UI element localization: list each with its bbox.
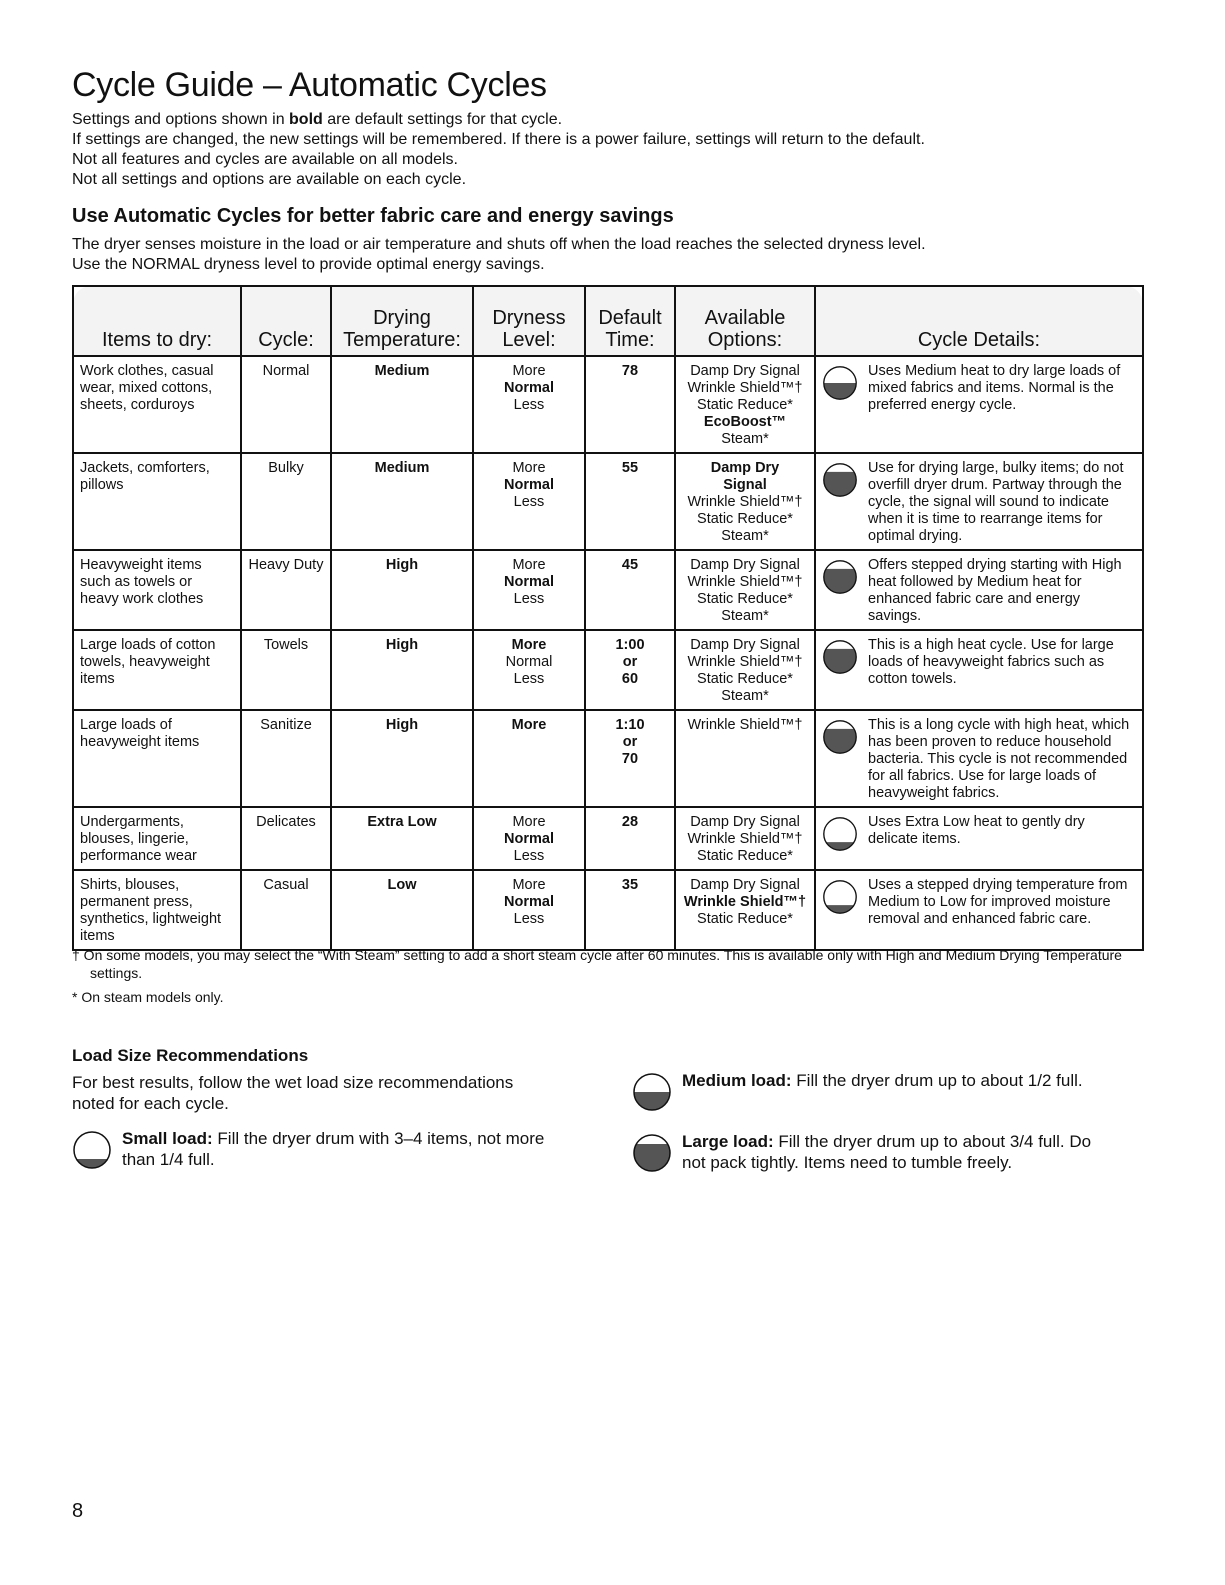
cell-cycle: Delicates [241,807,331,870]
drum-level-icon [822,719,858,755]
footnote-star: * On steam models only. [72,989,224,1005]
header-items: Items to dry: [73,286,241,356]
cell-items: Jackets, comforters, pillows [73,453,241,550]
cell-cycle: Towels [241,630,331,710]
cell-options: Damp Dry Signal Wrinkle Shield™† Static Reduce* [675,870,815,950]
table-row [73,453,1143,550]
cycle-details-text: This is a long cycle with high heat, which has been proven to reduce household bacteria. This cycle is not recommended for all fabrics. Use for large loads of heavyweight fabrics. [868,717,1130,801]
load-size-intro: For best results, follow the wet load size recommendations noted for each cycle. [72,1073,514,1113]
cell-dryness: More Normal Less [473,630,585,710]
cell-options: Damp Dry Signal Wrinkle Shield™† Static Reduce* Steam* [675,453,815,550]
intro-text: Settings and options shown in bold are default settings for that cycle. If settings are changed, the new settings will be remembered. If there is a power failure, settings will return to the default. Not all features and cycles are available on all models. Not all settings and options are available on each cycle. [72,111,925,188]
section-intro: The dryer senses moisture in the load or air temperature and shuts off when the load reaches the selected dryness level. Use the NORMAL dryness level to provide optimal energy savings. [72,236,926,273]
cell-details [815,870,1143,950]
drum-level-icon [822,365,858,401]
cell-details [815,710,1143,807]
page-number: 8 [72,1500,84,1522]
cell-time: 1:10 or 70 [585,710,675,807]
cell-dryness: More Normal Less [473,356,585,453]
table-row [73,356,1143,453]
cell-time: 28 [585,807,675,870]
cycle-details-text: This is a high heat cycle. Use for large loads of heavyweight fabrics such as cotton towels. [868,637,1114,687]
table-row [73,710,1143,807]
cell-cycle: Heavy Duty [241,550,331,630]
cycle-details-text: Uses Extra Low heat to gently dry delicate items. [868,814,1085,847]
medium-load-item: Medium load: Fill the dryer drum up to about 1/2 full. [632,1070,1112,1112]
drum-level-icon [632,1072,672,1112]
drum-fill [824,383,856,399]
large-load-item: Large load: Fill the dryer drum up to about 3/4 full. Do not pack tightly. Items need to tumble freely. [632,1131,1112,1173]
cell-temperature: High [331,550,473,630]
drum-level-icon [822,462,858,498]
cell-items: Work clothes, casual wear, mixed cottons, sheets, corduroys [73,356,241,453]
cell-temperature: High [331,710,473,807]
header-temperature: Drying Temperature: [331,286,473,356]
cell-temperature: Low [331,870,473,950]
cell-temperature: High [331,630,473,710]
drum-fill [824,472,856,496]
header-dryness: Dryness Level: [473,286,585,356]
cell-dryness: More Normal Less [473,453,585,550]
drum-fill [634,1144,670,1171]
cell-dryness: More Normal Less [473,807,585,870]
cell-items: Large loads of cotton towels, heavyweight items [73,630,241,710]
cell-temperature: Medium [331,356,473,453]
cell-details [815,630,1143,710]
cell-options: Damp Dry Signal Wrinkle Shield™† Static Reduce* EcoBoost™ Steam* [675,356,815,453]
cell-time: 55 [585,453,675,550]
cell-details [815,453,1143,550]
header-details: Cycle Details: [815,286,1143,356]
cell-cycle: Casual [241,870,331,950]
table-header-row [73,286,1143,356]
drum-level-icon [822,879,858,915]
load-size-title: Load Size Recommendations [72,1046,309,1065]
cell-time: 78 [585,356,675,453]
drum-fill [824,649,856,673]
cell-details [815,550,1143,630]
cell-dryness: More Normal Less [473,870,585,950]
cycle-details-text: Offers stepped drying starting with High heat followed by Medium heat for enhanced fabric care and energy savings. [868,557,1122,624]
cell-cycle: Normal [241,356,331,453]
cell-temperature: Medium [331,453,473,550]
cell-items: Shirts, blouses, permanent press, synthetics, lightweight items [73,870,241,950]
table-row [73,550,1143,630]
page-title: Cycle Guide – Automatic Cycles [72,66,547,104]
cell-options: Damp Dry Signal Wrinkle Shield™† Static Reduce* [675,807,815,870]
cell-temperature: Extra Low [331,807,473,870]
cell-time: 1:00 or 60 [585,630,675,710]
section-heading: Use Automatic Cycles for better fabric care and energy savings [72,205,674,227]
cell-time: 35 [585,870,675,950]
cell-details [815,807,1143,870]
drum-fill [824,569,856,593]
drum-fill [634,1092,670,1110]
cell-cycle: Bulky [241,453,331,550]
cell-dryness: More Normal Less [473,550,585,630]
drum-level-icon [72,1130,112,1170]
footnote-dagger: † On some models, you may select the “With Steam” setting to add a short steam cycle after 60 minutes. This is available only with High and Medium Drying Temperature settings. [72,947,1122,981]
drum-level-icon [822,816,858,852]
cell-items: Large loads of heavyweight items [73,710,241,807]
cell-dryness: More [473,710,585,807]
cell-details [815,356,1143,453]
small-load-item: Small load: Fill the dryer drum with 3–4 items, not more than 1/4 full. [72,1128,572,1170]
cell-time: 45 [585,550,675,630]
cell-items: Heavyweight items such as towels or heavy work clothes [73,550,241,630]
drum-fill [824,729,856,753]
drum-level-icon [822,639,858,675]
cycle-details-text: Use for drying large, bulky items; do not overfill dryer drum. Partway through the cycle, the signal will sound to indicate when it is time to rearrange items for optimal drying. [868,460,1124,544]
cell-options: Damp Dry Signal Wrinkle Shield™† Static Reduce* Steam* [675,630,815,710]
header-cycle: Cycle: [241,286,331,356]
cell-options: Wrinkle Shield™† [675,710,815,807]
cycle-guide-table [72,285,1144,951]
drum-level-icon [632,1133,672,1173]
footnotes [72,946,1142,1012]
cell-items: Undergarments, blouses, lingerie, performance wear [73,807,241,870]
cycle-details-text: Uses Medium heat to dry large loads of mixed fabrics and items. Normal is the preferred energy cycle. [868,363,1121,413]
cycle-details-text: Uses a stepped drying temperature from Medium to Low for improved moisture removal and enhanced fabric care. [868,877,1128,927]
drum-level-icon [822,559,858,595]
header-options: Available Options: [675,286,815,356]
table-row [73,807,1143,870]
table-row [73,630,1143,710]
cell-cycle: Sanitize [241,710,331,807]
header-time: Default Time: [585,286,675,356]
table-row [73,870,1143,950]
cell-options: Damp Dry Signal Wrinkle Shield™† Static Reduce* Steam* [675,550,815,630]
